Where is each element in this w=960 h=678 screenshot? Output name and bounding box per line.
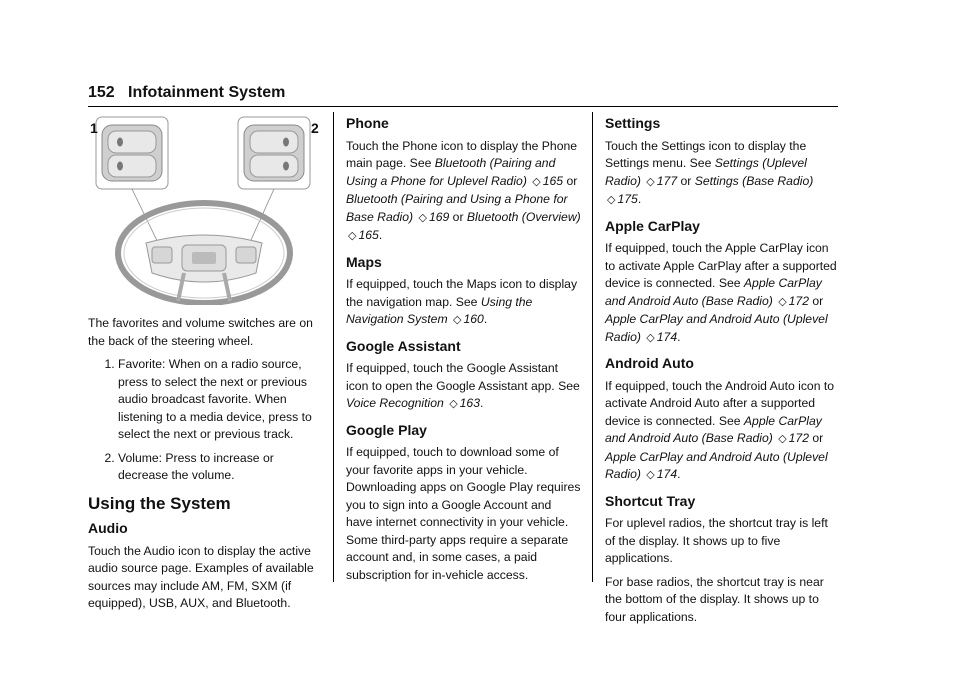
phone-page-2[interactable]: 169	[428, 209, 450, 224]
page-arrow-icon: ◇	[532, 175, 541, 188]
page-arrow-icon: ◇	[418, 211, 427, 224]
using-system-heading: Using the System	[88, 493, 231, 513]
maps-page[interactable]: 160	[463, 312, 484, 326]
voice-recognition-link[interactable]: Voice Recognition	[346, 396, 444, 410]
column-left	[88, 115, 320, 619]
shortcut-tray-heading: Shortcut Tray	[605, 492, 696, 509]
android-auto-text: If equipped, touch the Android Auto icon to activate Android Auto after a supported device is connected. See Apple CarPlay and Android Auto (Base Radio) ◇ 172 or Apple CarPlay and Android Auto (Uplevel Radio) ◇ 174.	[605, 378, 835, 481]
settings-link-uplevel[interactable]: Settings (Uplevel Radio)	[605, 156, 807, 188]
carplay-page-2[interactable]: 174	[656, 329, 678, 344]
settings-page-2[interactable]: 175	[617, 192, 638, 206]
shortcut-tray-text-1: For uplevel radios, the shortcut tray is left of the display. It shows up to five applications.	[605, 516, 828, 565]
switch-list	[88, 356, 320, 485]
steering-wheel-figure	[88, 115, 320, 305]
phone-page-3[interactable]: 165	[358, 228, 379, 242]
column-divider-1	[333, 112, 334, 582]
page-arrow-icon: ◇	[607, 194, 616, 206]
settings-text: Touch the Settings icon to display the Settings menu. See Settings (Uplevel Radio) ◇ 177 or Settings (Base Radio) ◇ 175.	[605, 138, 814, 206]
page-arrow-icon: ◇	[646, 175, 655, 188]
maps-text: If equipped, touch the Maps icon to display the navigation map. See Using the Navigation System ◇ 160.	[346, 277, 578, 326]
callout-1: 1	[90, 120, 98, 136]
column-right	[605, 115, 840, 632]
list-item-favorite: 1. Favorite: When on a radio source, press to select the next or previous audio broadcast favorite. When listening to a media device, press to select the next or previous track.	[118, 356, 320, 444]
column-middle	[346, 115, 581, 590]
page-arrow-icon: ◇	[646, 469, 655, 481]
android-auto-heading: Android Auto	[605, 355, 694, 371]
page-number: 152	[88, 84, 115, 101]
carplay-heading: Apple CarPlay	[605, 217, 700, 234]
carplay-link-base[interactable]: Apple CarPlay and Android Auto (Base Radio)	[605, 276, 822, 308]
page-arrow-icon: ◇	[348, 230, 357, 242]
carplay-text: If equipped, touch the Apple CarPlay icon to activate Apple CarPlay after a supported device is connected. See Apple CarPlay and Android Auto (Base Radio) ◇ 172 or Apple CarPlay and Android Auto (Uplevel Radio) ◇ 174.	[605, 241, 837, 344]
list-item-volume: 2. Volume: Press to increase or decrease the volume.	[118, 450, 320, 485]
settings-heading: Settings	[605, 115, 661, 131]
phone-page-1[interactable]: 165	[542, 173, 564, 188]
phone-link-overview[interactable]: Bluetooth (Overview)	[466, 209, 581, 224]
phone-heading: Phone	[346, 115, 389, 131]
maps-heading: Maps	[346, 253, 382, 270]
settings-page-1[interactable]: 177	[656, 173, 678, 188]
page-arrow-icon: ◇	[449, 398, 458, 410]
page-arrow-icon: ◇	[778, 295, 787, 308]
android-page-2[interactable]: 174	[656, 467, 678, 481]
shortcut-tray-text-2: For base radios, the shortcut tray is near the bottom of the display. It shows up to four applications.	[605, 574, 824, 624]
phone-link-uplevel[interactable]: Bluetooth (Pairing and Using a Phone for Uplevel Radio)	[346, 156, 556, 188]
carplay-page-1[interactable]: 172	[788, 293, 809, 308]
callout-2: 2	[311, 120, 319, 136]
google-assistant-text: If equipped, touch the Google Assistant icon to open the Google Assistant app. See Voice Recognition ◇ 163.	[346, 361, 580, 410]
google-play-text: If equipped, touch to download some of your favorite apps in your vehicle. Downloading apps on Google Play requires you to sign into a Google Account and have internet connectivity in your vehicle. Some third-party apps require a separate account and, in some cases, a paid subscription for in-vehicle access.	[346, 445, 581, 582]
audio-heading: Audio	[88, 520, 128, 536]
maps-link[interactable]: Using the Navigation System	[346, 294, 533, 326]
android-link-uplevel[interactable]: Apple CarPlay and Android Auto (Uplevel Radio)	[605, 449, 828, 481]
phone-text: Touch the Phone icon to display the Phone main page. See Bluetooth (Pairing and Using a Phone for Uplevel Radio) ◇ 165 or Bluetooth (Pairing and Using a Phone for Base Radio) ◇ 169 or Bluetooth (Overview) ◇ 165.	[346, 138, 581, 242]
voice-page[interactable]: 163	[459, 396, 480, 410]
audio-text: Touch the Audio icon to display the active audio source page. Examples of available sources may include AM, FM, SXM (if equipped), USB, AUX, and Bluetooth.	[88, 543, 314, 610]
page-arrow-icon: ◇	[778, 433, 787, 445]
page-arrow-icon: ◇	[646, 331, 655, 344]
page-header	[88, 84, 838, 107]
google-assistant-heading: Google Assistant	[346, 337, 461, 354]
android-page-1[interactable]: 172	[788, 431, 809, 445]
phone-link-base[interactable]: Bluetooth (Pairing and Using a Phone for Base Radio)	[346, 192, 568, 224]
page-arrow-icon: ◇	[453, 314, 462, 326]
google-play-heading: Google Play	[346, 421, 427, 438]
column-divider-2	[592, 112, 593, 582]
android-link-base[interactable]: Apple CarPlay and Android Auto (Base Radio)	[605, 413, 822, 445]
carplay-link-uplevel[interactable]: Apple CarPlay and Android Auto (Uplevel Radio)	[605, 312, 828, 344]
switches-intro: The favorites and volume switches are on the back of the steering wheel.	[88, 316, 313, 348]
settings-link-base[interactable]: Settings (Base Radio)	[694, 173, 814, 188]
section-title: Infotainment System	[128, 84, 286, 101]
